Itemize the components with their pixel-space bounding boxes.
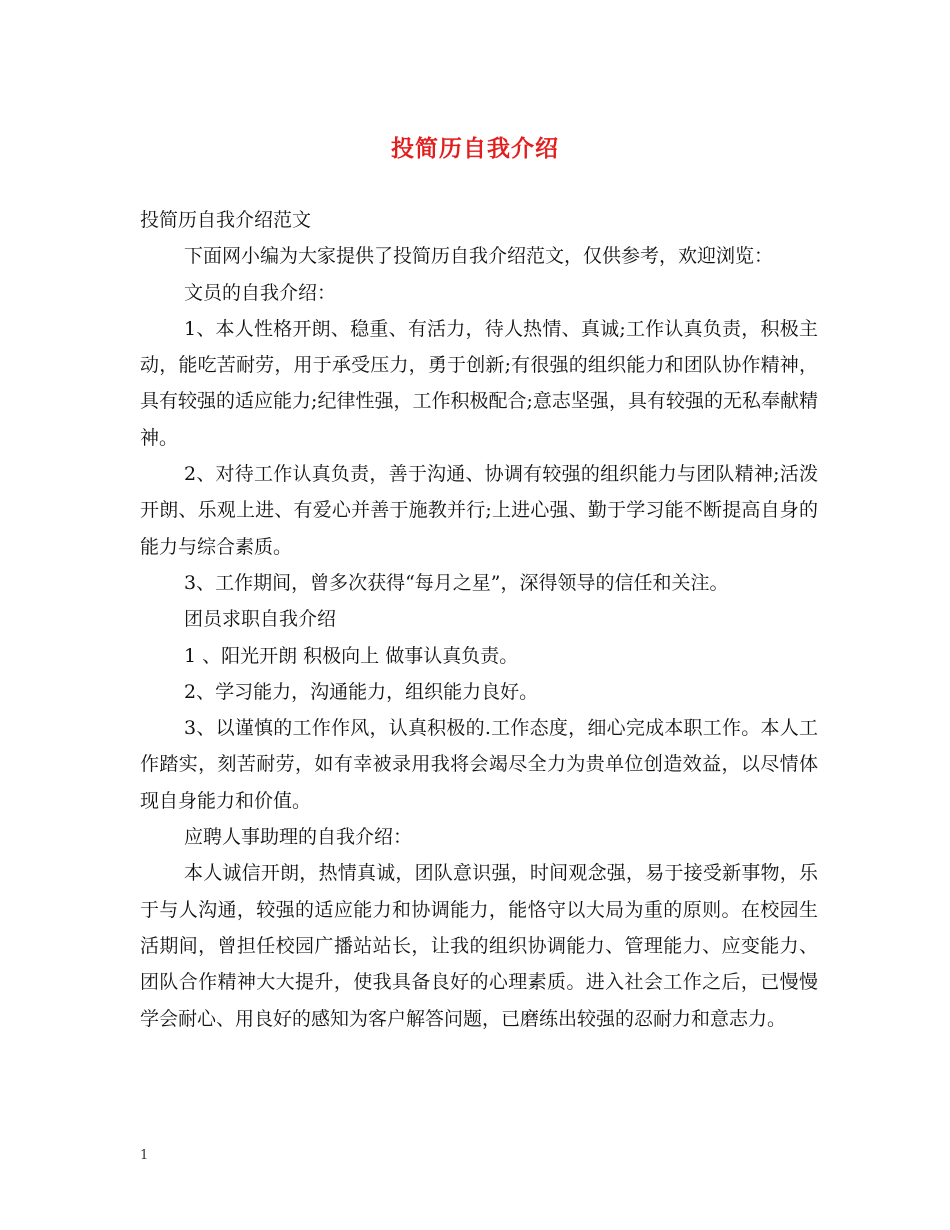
paragraph-item-1: 1、本人性格开朗、稳重、有活力，待人热情、真诚;工作认真负责，积极主动，能吃苦耐劳，用于承受压力，勇于创新;有很强的组织能力和团队协作精神，具有较强的适应能力;纪律性强，工作积极配合;意志坚强，具有较强的无私奉献精神。 — [140, 317, 818, 449]
paragraph-league-item-3: 3、以谨慎的工作作风，认真积极的.工作态度，细心完成本职工作。本人工作踏实，刻苦耐劳，如有幸被录用我将会竭尽全力为贵单位创造效益，以尽情体现自身能力和价值。 — [140, 717, 818, 812]
paragraph-item-3: 3、工作期间，曾多次获得“每月之星”，深得领导的信任和关注。 — [184, 571, 729, 594]
paragraph-hr-assistant-body: 本人诚信开朗，热情真诚，团队意识强，时间观念强，易于接受新事物，乐于与人沟通，较强的适应能力和协调能力，能恪守以大局为重的原则。在校园生活期间，曾担任校园广播站站长，让我的组织协调能力、管理能力、应变能力、团队合作精神大大提升，使我具备良好的心理素质。进入社会工作之后，已慢慢学会耐心、用良好的感知为客户解答问题，已磨练出较强的忍耐力和意志力。 — [140, 862, 818, 1030]
document-title: 投简历自我介绍 — [391, 135, 559, 162]
paragraph-section-hr-assistant: 应聘人事助理的自我介绍： — [184, 826, 413, 849]
paragraph-section-league-member: 团员求职自我介绍 — [184, 608, 337, 631]
document-body — [140, 202, 818, 1037]
paragraph-league-item-1: 1 、阳光开朗 积极向上 做事认真负责。 — [184, 644, 519, 667]
paragraph-heading: 投简历自我介绍范文 — [140, 209, 312, 231]
paragraph-league-item-2: 2、学习能力，沟通能力，组织能力良好。 — [184, 680, 539, 703]
page-number: 1 — [140, 1148, 149, 1163]
paragraph-item-2: 2、对待工作认真负责，善于沟通、协调有较强的组织能力与团队精神;活泼开朗、乐观上进、有爱心并善于施教并行;上进心强、勤于学习能不断提高自身的能力与综合素质。 — [140, 463, 818, 558]
paragraph-intro: 下面网小编为大家提供了投简历自我介绍范文，仅供参考，欢迎浏览： — [184, 245, 774, 268]
paragraph-section-clerk: 文员的自我介绍： — [184, 281, 337, 304]
